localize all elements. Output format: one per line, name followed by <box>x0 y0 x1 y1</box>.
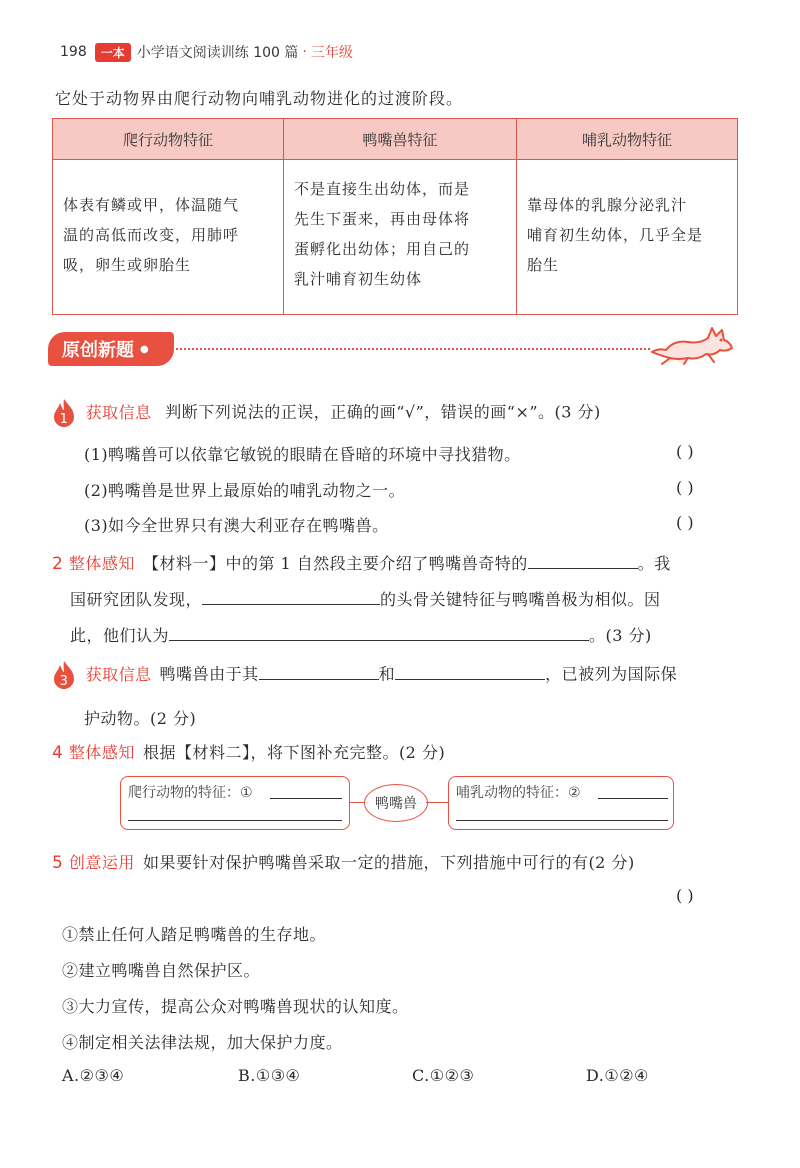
q2-text: 。(3 分) <box>589 626 652 645</box>
question-tag: 整体感知 <box>68 554 135 573</box>
option-c[interactable]: C.①②③ <box>412 1066 475 1085</box>
answer-blank[interactable] <box>128 820 342 821</box>
cell-line: 蛋孵化出幼体；用自己的 <box>294 240 471 258</box>
q3-text: 鸭嘴兽由于其 <box>159 664 259 684</box>
q3-text-cont: 护动物。(2 分) <box>84 709 197 728</box>
question-text: 如果要针对保护鸭嘴兽采取一定的措施，下列措施中可行的有(2 分) <box>142 853 635 872</box>
q2-text: 国研究团队发现， <box>70 590 203 609</box>
cell-line: 不是直接生出幼体，而是 <box>294 180 471 198</box>
answer-paren[interactable]: ( ) <box>676 513 694 532</box>
option-a[interactable]: A.②③④ <box>62 1066 125 1085</box>
connector-line <box>426 802 448 803</box>
cell-line: 吸，卵生或卵胎生 <box>63 256 192 274</box>
intro-text: 它处于动物界由爬行动物向哺乳动物进化的过渡阶段。 <box>55 89 464 108</box>
flame-number-icon <box>52 398 76 428</box>
table-cell <box>284 160 517 315</box>
cell-line: 温的高低而改变，用肺呼 <box>63 226 240 244</box>
question-5 <box>52 850 635 873</box>
q5-item-4: ④制定相关法律法规，加大保护力度。 <box>62 1033 343 1052</box>
table-cell <box>53 160 284 315</box>
table-header-cell: 爬行动物特征 <box>53 119 284 160</box>
characteristics-diagram <box>120 776 674 832</box>
page-number: 198 <box>60 44 87 60</box>
connector-line <box>350 802 364 803</box>
question-number: 4 <box>52 743 64 763</box>
question-text: 判断下列说法的正误，正确的画“√”，错误的画“×”。(3 分) <box>165 402 601 422</box>
mammal-label: 哺乳动物的特征：② <box>456 785 581 801</box>
answer-blank[interactable] <box>259 661 379 680</box>
question-tag: 创意运用 <box>68 853 135 872</box>
q1-item-1: (1)鸭嘴兽可以依靠它敏锐的眼睛在昏暗的环境中寻找猎物。 <box>84 445 521 464</box>
q2-text: 的头骨关键特征与鸭嘴兽极为相似。因 <box>380 590 661 609</box>
cell-line: 乳汁哺育初生幼体 <box>294 270 423 288</box>
answer-blank[interactable] <box>528 550 638 569</box>
book-title: 小学语文阅读训练 100 篇 <box>136 45 299 61</box>
cell-line: 先生下蛋来，再由母体将 <box>294 210 471 228</box>
title-separator: · <box>302 44 307 60</box>
banner-dot-icon: ● <box>140 343 149 355</box>
q1-item-2: (2)鸭嘴兽是世界上最原始的哺乳动物之一。 <box>84 481 406 500</box>
question-number: 5 <box>52 853 64 873</box>
question-tag: 获取信息 <box>85 664 152 684</box>
table-header-row <box>53 119 738 160</box>
q3-text: 和 <box>378 664 396 684</box>
reptile-label: 爬行动物的特征：① <box>128 785 253 801</box>
cell-line: 体表有鳞或甲，体温随气 <box>63 196 240 214</box>
answer-blank[interactable] <box>456 820 668 821</box>
question-text: 根据【材料二】，将下图补充完整。(2 分) <box>142 743 446 762</box>
banner-dotted-line <box>176 348 650 350</box>
answer-blank[interactable] <box>202 586 380 605</box>
section-banner <box>48 332 174 366</box>
question-tag: 获取信息 <box>85 402 152 422</box>
answer-blank[interactable] <box>395 661 545 680</box>
flame-number-icon <box>52 660 76 690</box>
comparison-table <box>52 118 738 315</box>
question-number: 1 <box>59 412 69 427</box>
q1-item-3: (3)如今全世界只有澳大利亚存在鸭嘴兽。 <box>84 516 389 535</box>
answer-blank[interactable] <box>598 798 668 799</box>
cell-line: 靠母体的乳腺分泌乳汁 <box>527 196 688 214</box>
question-4 <box>52 740 445 763</box>
answer-paren[interactable]: ( ) <box>676 886 694 905</box>
q3-text: ，已被列为国际保 <box>545 664 678 684</box>
section-title: 原创新题 <box>62 340 134 361</box>
cat-icon <box>648 318 748 368</box>
table-header-cell: 哺乳动物特征 <box>517 119 738 160</box>
table-cell <box>517 160 738 315</box>
platypus-oval: 鸭嘴兽 <box>364 784 428 822</box>
option-d[interactable]: D.①②④ <box>586 1066 649 1085</box>
q2-text: 【材料一】中的第 1 自然段主要介绍了鸭嘴兽奇特的 <box>142 554 528 573</box>
answer-blank[interactable] <box>169 622 589 641</box>
q5-item-2: ②建立鸭嘴兽自然保护区。 <box>62 961 261 980</box>
question-number: 2 <box>52 554 64 574</box>
table-header-cell: 鸭嘴兽特征 <box>284 119 517 160</box>
q5-item-1: ①禁止任何人踏足鸭嘴兽的生存地。 <box>62 925 327 944</box>
option-b[interactable]: B.①③④ <box>238 1066 301 1085</box>
question-tag: 整体感知 <box>68 743 135 762</box>
answer-paren[interactable]: ( ) <box>676 478 694 497</box>
page-header <box>60 42 353 62</box>
table-row <box>53 160 738 315</box>
cell-line: 胎生 <box>527 256 560 274</box>
question-3 <box>52 660 677 690</box>
brand-logo: 一本 <box>95 43 131 62</box>
answer-paren[interactable]: ( ) <box>676 442 694 461</box>
q2-text: 。我 <box>637 554 671 573</box>
grade-label: 三年级 <box>310 45 353 61</box>
question-1 <box>52 398 601 428</box>
question-2 <box>52 547 742 653</box>
q2-text: 此，他们认为 <box>70 626 170 645</box>
question-number: 3 <box>59 674 69 689</box>
q5-item-3: ③大力宣传，提高公众对鸭嘴兽现状的认知度。 <box>62 997 409 1016</box>
cell-line: 哺育初生幼体，几乎全是 <box>527 226 704 244</box>
answer-blank[interactable] <box>270 798 342 799</box>
